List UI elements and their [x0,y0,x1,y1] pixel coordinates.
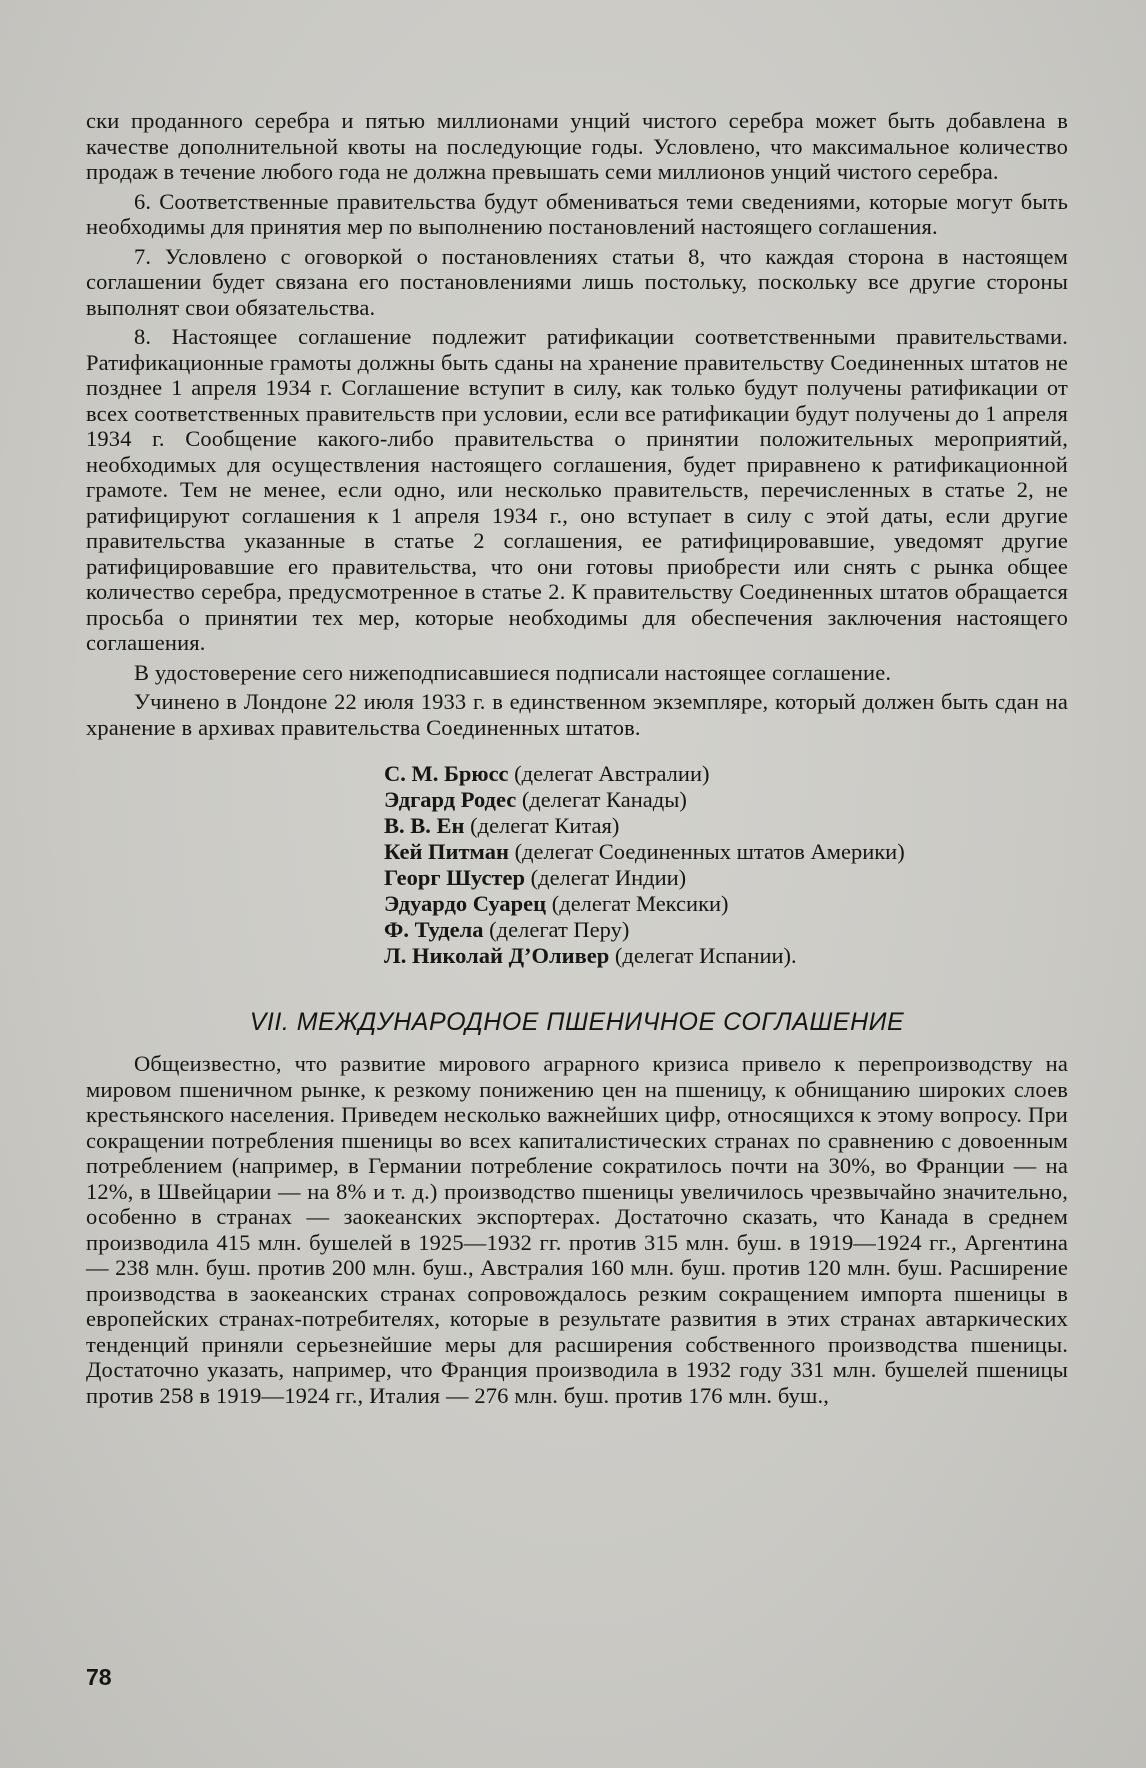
signatures-list [384,761,1068,969]
signature-line [384,865,1068,891]
page-number: 78 [86,1664,112,1690]
wheat-agreement-text [86,1051,1068,1408]
signatory-role: (делегат Австралии) [514,761,710,786]
signature-line [384,761,1068,787]
signatory-role: (делегат Китая) [470,813,620,838]
signatory-name: Эдгард Родес [384,787,517,812]
signatory-name: В. В. Ен [384,813,465,838]
signatory-name: Георг Шустер [384,865,525,890]
signature-line [384,813,1068,839]
signature-line [384,787,1068,813]
paragraph: 8. Настоящее соглашение подлежит ратификации соответственными правительствами. Ратификационные грамоты должны быть сданы на хранение правительству Соединенных штатов не позднее 1 апреля 1934 г. Соглашение вступит в силу, как только будут получены ратификации от всех соответственных правительств при условии, если все ратификации будут получены до 1 апреля 1934 г. Сообщение какого-либо правительства о принятии положительных мероприятий, необходимых для осуществления настоящего соглашения, будет приравнено к ратификационной грамоте. Тем не менее, если одно, или несколько правительств, перечисленных в статье 2, не ратифицируют соглашения к 1 апреля 1934 г., оно вступает в силу с этой даты, если другие правительства указанные в статье 2 соглашения, ее ратифицировавшие, уведомят другие ратифицировавшие его правительства, что они готовы приобрести или снять с рынка общее количество серебра, предусмотренное в статье 2. К правительству Соединенных штатов обращается просьба о принятии тех мер, которые необходимы для обеспечения заключения настоящего соглашения. [86,324,1068,655]
agreement-text [86,108,1068,740]
section-title: VII. МЕЖДУНАРОДНОЕ ПШЕНИЧНОЕ СОГЛАШЕНИЕ [249,1008,905,1036]
signature-line [384,943,1068,969]
signatory-role: (делегат Канады) [521,787,687,812]
paragraph: Учинено в Лондоне 22 июля 1933 г. в единственном экземпляре, который должен быть сдан на хранение в архивах правительства Соединенных штатов. [86,689,1068,740]
signatory-role: (делегат Индии) [530,865,687,890]
signatory-role: (делегат Мексики) [551,891,729,916]
signatory-name: Кей Питман [384,839,509,864]
signatory-name: Эдуардо Суарец [384,891,547,916]
signatory-name: С. М. Брюсс [384,761,509,786]
paragraph: 6. Соответственные правительства будут обмениваться теми сведениями, которые могут быть необходимы для принятия мер по выполнению постановлений настоящего соглашения. [86,188,1068,239]
paragraph: В удостоверение сего нижеподписавшиеся подписали настоящее соглашение. [134,659,892,685]
signatory-role: (делегат Перу) [489,917,630,942]
signature-line [384,839,1068,865]
signatory-role: (делегат Испании). [614,943,797,968]
signature-line [384,891,1068,917]
signature-line [384,917,1068,943]
paragraph: ски проданного серебра и пятью миллионами унций чистого серебра может быть добавлена в качестве дополнительной квоты на последующие годы. Условлено, что максимальное количество продаж в течение любого года не должна превышать семи миллионов унций чистого серебра. [86,108,1068,184]
signatory-role: (делегат Соединенных штатов Америки) [514,839,905,864]
signatory-name: Ф. Тудела [384,917,484,942]
paragraph: Общеизвестно, что развитие мирового аграрного кризиса привело к перепроизводству на мировом пшеничном рынке, к резкому понижению цен на пшеницу, к обнищанию широких слоев крестьянского населения. Приведем несколько важнейших цифр, относящихся к этому вопросу. При сокращении потребления пшеницы во всех капиталистических странах по сравнению с довоенным потреблением (например, в Германии потребление сократилось почти на 30%, во Франции — на 12%, в Швейцарии — на 8% и т. д.) производство пшеницы увеличилось чрезвычайно значительно, особенно в странах — заокеанских экспортерах. Достаточно сказать, что Канада в среднем производила 415 млн. бушелей в 1925—1932 гг. против 315 млн. буш. в 1919—1924 гг., Аргентина — 238 млн. буш. против 200 млн. буш., Австралия 160 млн. буш. против 120 млн. буш. Расширение производства в заокеанских странах сопровождалось резким сокращением импорта пшеницы в европейских странах-потребителях, которые в результате развития в этих странах автаркических тенденций приняли серьезнейшие меры для расширения собственного производства пшеницы. Достаточно указать, например, что Франция производила в 1932 году 331 млн. бушелей пшеницы против 258 в 1919—1924 гг., Италия — 276 млн. буш. против 176 млн. буш., [86,1051,1068,1408]
page-content [86,108,1068,1408]
paragraph: 7. Условлено с оговоркой о постановлениях статьи 8, что каждая сторона в настоящем соглашении будет связана его постановлениями лишь постольку, поскольку все другие стороны выполнят свои обязательства. [86,243,1068,320]
signatory-name: Л. Николай Д’Оливер [384,943,610,968]
